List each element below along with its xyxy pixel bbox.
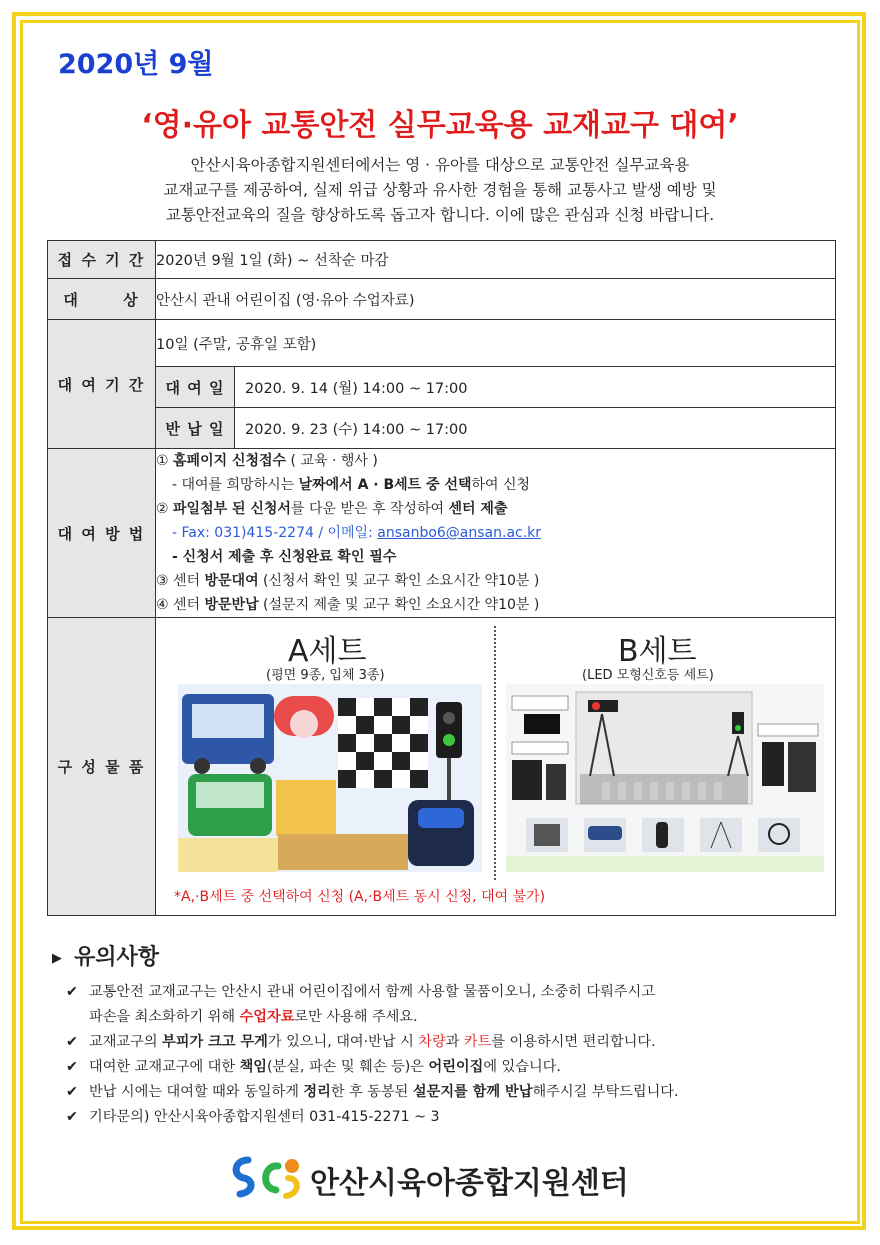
components-note: *A,·B세트 중 선택하여 신청 (A,·B세트 동시 신청, 대여 불가) (174, 889, 546, 905)
note-item: ✔ 기타문의) 안산시육아종합지원센터 031-415-2271 ~ 3 (66, 1105, 846, 1130)
org-logo (228, 1152, 658, 1202)
note-item: ✔ 대여한 교재교구에 대한 책임(분실, 파손 및 훼손 등)은 어린이집에 있습니다. (66, 1055, 846, 1080)
method-step-3: ③ 센터 방문대여 (신청서 확인 및 교구 확인 소요시간 약10분 ) (156, 573, 540, 589)
note-item-continued: 파손을 최소화하기 위해 수업자료로만 사용해 주세요. (89, 1009, 418, 1025)
email-link[interactable]: ansanbo6@ansan.ac.kr (377, 525, 542, 541)
triangle-bullet-icon: ▶ (52, 950, 62, 966)
method-step-1: ① 홈페이지 신청접수 ( 교육 · 행사 ) (156, 453, 378, 469)
set-divider (494, 626, 496, 880)
reception-label: 접 수 기 간 (48, 241, 156, 279)
checkmark-icon: ✔ (66, 1059, 78, 1075)
checkmark-icon: ✔ (66, 1084, 78, 1100)
return-date-label: 반 납 일 (156, 408, 235, 449)
method-label: 대 여 방 법 (48, 449, 156, 618)
components-cell (156, 618, 836, 916)
rent-date-value: 2020. 9. 14 (월) 14:00 ~ 17:00 (235, 367, 836, 408)
set-b-subtitle: (LED 모형신호등 세트) (582, 668, 714, 683)
set-a-title: A세트 (288, 634, 367, 669)
return-date-value: 2020. 9. 23 (수) 14:00 ~ 17:00 (235, 408, 836, 449)
target-value: 안산시 관내 어린이집 (영·유아 수업자료) (156, 279, 836, 320)
intro-line: 교재교구를 제공하여, 실제 위급 상황과 유사한 경험을 통해 교통사고 발생 예방 및 (163, 181, 717, 199)
method-step-4: ④ 센터 방문반납 (설문지 제출 및 교구 확인 소요시간 약10분 ) (156, 597, 540, 613)
note-item: ✔ 교재교구의 부피가 크고 무게가 있으니, 대여·반납 시 차량과 카트를 이용하시면 편리합니다. (66, 1030, 846, 1055)
method-content (156, 449, 836, 618)
main-title: ‘영·유아 교통안전 실무교육용 교재교구 대여’ (141, 108, 739, 143)
info-table (47, 240, 836, 916)
method-contact: - Fax: 031)415-2274 / 이메일: ansanbo6@ansan.ac.kr (172, 525, 542, 541)
method-step-1-detail: - 대여를 희망하시는 날짜에서 A · B세트 중 선택하여 신청 (172, 477, 531, 493)
checkmark-icon: ✔ (66, 1109, 78, 1125)
notes-list (66, 980, 846, 1130)
checkmark-icon: ✔ (66, 984, 78, 1000)
intro-text (60, 153, 820, 228)
org-name: 안산시육아종합지원센터 (310, 1166, 629, 1201)
set-a-subtitle: (평면 9종, 입체 3종) (266, 668, 385, 683)
period-label: 대 여 기 간 (48, 320, 156, 449)
note-item: ✔ 교통안전 교재교구는 안산시 관내 어린이집에서 함께 사용할 물품이오니, 소중히 다뤄주시고 (66, 980, 846, 1005)
note-item: ✔ 반납 시에는 대여할 때와 동일하게 정리한 후 동봉된 설문지를 함께 반납해주시길 부탁드립니다. (66, 1080, 846, 1105)
rent-date-label: 대 여 일 (156, 367, 235, 408)
date-title: 2020년 9월 (58, 49, 214, 80)
reception-value: 2020년 9월 1일 (화) ~ 선착순 마감 (156, 241, 836, 279)
components-label: 구 성 물 품 (48, 618, 156, 916)
period-value: 10일 (주말, 공휴일 포함) (156, 320, 836, 367)
target-label: 대 상 (48, 279, 156, 320)
checkmark-icon: ✔ (66, 1034, 78, 1050)
set-a-photo (178, 684, 482, 872)
intro-line: 교통안전교육의 질을 향상하도록 돕고자 합니다. 이에 많은 관심과 신청 바랍니다. (165, 206, 715, 224)
org-logo-icon (228, 1152, 306, 1202)
intro-line: 안산시육아종합지원센터에서는 영 · 유아를 대상으로 교통안전 실무교육용 (190, 156, 690, 174)
method-confirm: - 신청서 제출 후 신청완료 확인 필수 (172, 549, 397, 565)
set-b-title: B세트 (618, 634, 697, 669)
method-step-2: ② 파일첨부 된 신청서를 다운 받은 후 작성하여 센터 제출 (156, 501, 508, 517)
set-b-photo (506, 684, 824, 872)
notes-title: ▶ 유의사항 (52, 945, 160, 970)
